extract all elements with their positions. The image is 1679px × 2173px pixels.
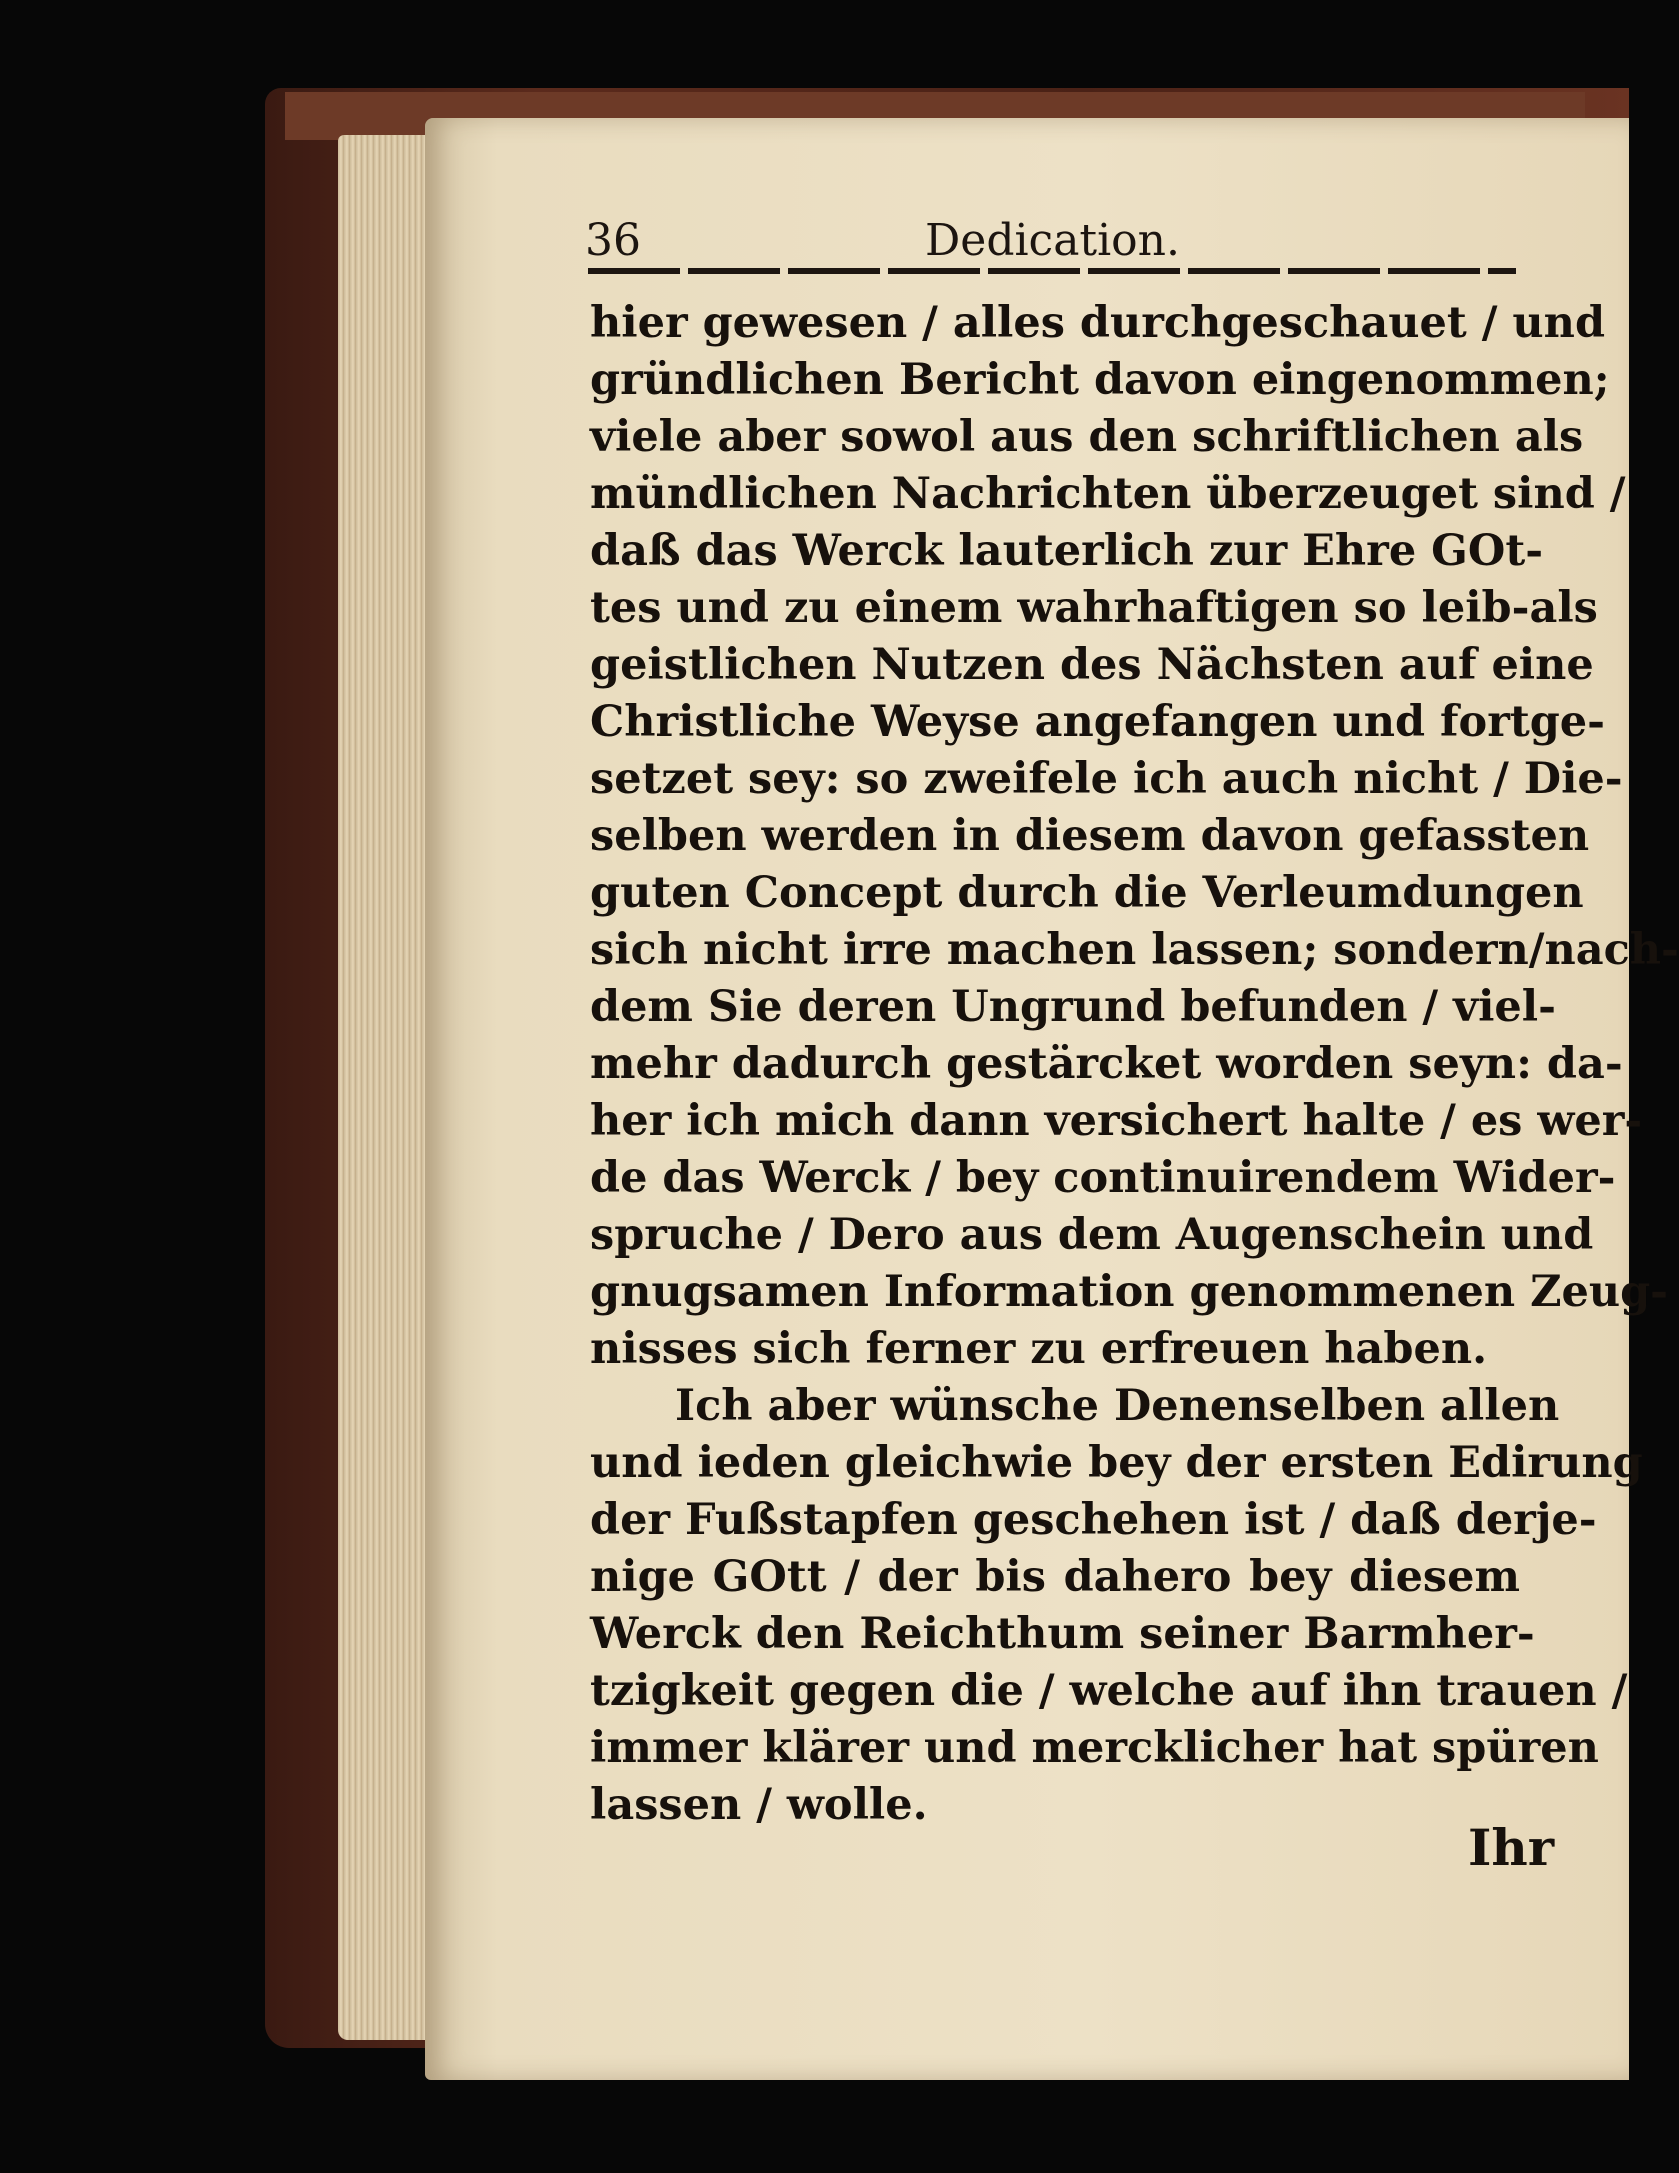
text-line-paragraph-start: Ich aber wünsche Denenselben allen [675, 1381, 1560, 1431]
text-line: de das Werck / bey continuirendem Wider- [590, 1153, 1616, 1203]
page-number: 36 [585, 215, 641, 266]
text-line: setzet sey: so zweifele ich auch nicht / Die- [590, 754, 1623, 804]
text-line: hier gewesen / alles durchgeschauet / und [590, 298, 1606, 348]
text-line: und ieden gleichwie bey der ersten Edirung [590, 1438, 1643, 1488]
text-line: viele aber sowol aus den schriftlichen als [590, 412, 1584, 462]
text-line: immer klärer und mercklicher hat spüren [590, 1723, 1599, 1773]
page-stack-edges [338, 135, 438, 2040]
catchword: Ihr [1468, 1818, 1555, 1877]
text-line: Christliche Weyse angefangen und fortge- [590, 697, 1606, 747]
text-line: daß das Werck lauterlich zur Ehre GOt- [590, 526, 1544, 576]
text-line: gnugsamen Information genommenen Zeug- [590, 1267, 1669, 1317]
header-rule [588, 268, 1516, 274]
text-line: dem Sie deren Ungrund befunden / viel- [590, 982, 1556, 1032]
text-line: nisses sich ferner zu erfreuen haben. [590, 1324, 1488, 1374]
text-line: tzigkeit gegen die / welche auf ihn trauen / [590, 1666, 1628, 1716]
text-line: geistlichen Nutzen des Nächsten auf eine [590, 640, 1594, 690]
page-header [585, 215, 1525, 275]
text-line: lassen / wolle. [590, 1780, 928, 1830]
text-line: sich nicht irre machen lassen; sondern/nach- [590, 925, 1679, 975]
text-line: guten Concept durch die Verleumdungen [590, 868, 1584, 918]
text-line: mündlichen Nachrichten überzeuget sind / [590, 469, 1626, 519]
text-line: mehr dadurch gestärcket worden seyn: da- [590, 1039, 1623, 1089]
text-line: der Fußstapfen geschehen ist / daß derje- [590, 1495, 1597, 1545]
text-line: nige GOtt / der bis dahero bey diesem [590, 1552, 1520, 1602]
running-head: Dedication. [925, 215, 1180, 266]
text-line: selben werden in diesem davon gefassten [590, 811, 1590, 861]
text-line: gründlichen Bericht davon eingenommen; [590, 355, 1610, 405]
body-text [590, 295, 1679, 1834]
text-line: Werck den Reichthum seiner Barmher- [590, 1609, 1535, 1659]
text-line: her ich mich dann versichert halte / es wer- [590, 1096, 1643, 1146]
text-line: spruche / Dero aus dem Augenschein und [590, 1210, 1594, 1260]
text-line: tes und zu einem wahrhaftigen so leib-als [590, 583, 1598, 633]
